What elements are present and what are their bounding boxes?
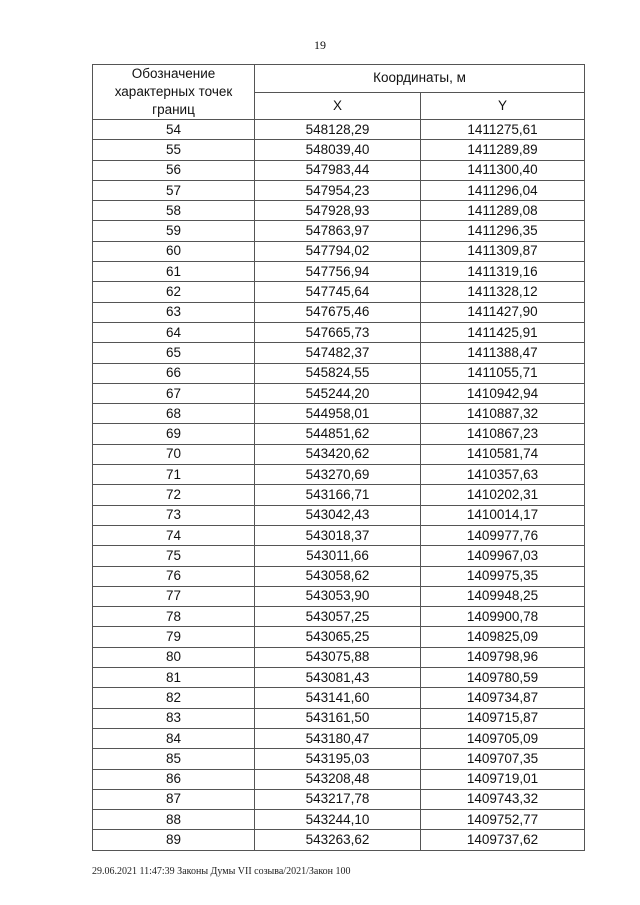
x-coordinate-cell: 543053,90: [255, 586, 421, 606]
table-row: [93, 424, 585, 444]
x-coordinate-cell: 547928,93: [255, 201, 421, 221]
x-coordinate-cell: 543075,88: [255, 647, 421, 667]
point-number-cell: 73: [93, 505, 255, 525]
point-number-cell: 68: [93, 404, 255, 424]
point-number-cell: 84: [93, 728, 255, 748]
y-coordinate-cell: 1409715,87: [421, 708, 585, 728]
table-row: [93, 830, 585, 850]
y-coordinate-cell: 1411427,90: [421, 302, 585, 322]
x-coordinate-cell: 547482,37: [255, 343, 421, 363]
table-row: [93, 525, 585, 545]
y-coordinate-cell: 1409798,96: [421, 647, 585, 667]
x-coordinate-cell: 543042,43: [255, 505, 421, 525]
x-coordinate-cell: 543057,25: [255, 607, 421, 627]
table-row: [93, 302, 585, 322]
point-number-cell: 78: [93, 607, 255, 627]
table-row: [93, 322, 585, 342]
point-number-cell: 65: [93, 343, 255, 363]
y-coordinate-cell: 1409975,35: [421, 566, 585, 586]
x-coordinate-cell: 548039,40: [255, 140, 421, 160]
point-number-cell: 88: [93, 810, 255, 830]
table-row: [93, 485, 585, 505]
y-coordinate-cell: 1411296,04: [421, 180, 585, 200]
x-coordinate-cell: 543166,71: [255, 485, 421, 505]
table-row: [93, 262, 585, 282]
point-number-cell: 61: [93, 262, 255, 282]
y-coordinate-cell: 1409743,32: [421, 789, 585, 809]
table-row: [93, 465, 585, 485]
x-coordinate-cell: 543263,62: [255, 830, 421, 850]
y-coordinate-cell: 1411300,40: [421, 160, 585, 180]
x-coordinate-cell: 543161,50: [255, 708, 421, 728]
header-x: X: [255, 92, 421, 120]
table-row: [93, 566, 585, 586]
point-number-cell: 82: [93, 688, 255, 708]
y-coordinate-cell: 1409977,76: [421, 525, 585, 545]
point-number-cell: 74: [93, 525, 255, 545]
table-row: [93, 688, 585, 708]
point-number-cell: 54: [93, 120, 255, 140]
x-coordinate-cell: 543018,37: [255, 525, 421, 545]
table-row: [93, 404, 585, 424]
x-coordinate-cell: 547745,64: [255, 282, 421, 302]
table-row: [93, 810, 585, 830]
header-y: Y: [421, 92, 585, 120]
y-coordinate-cell: 1409719,01: [421, 769, 585, 789]
x-coordinate-cell: 547794,02: [255, 241, 421, 261]
table-row: [93, 343, 585, 363]
point-number-cell: 69: [93, 424, 255, 444]
coordinates-table: [92, 64, 585, 851]
point-number-cell: 59: [93, 221, 255, 241]
x-coordinate-cell: 544851,62: [255, 424, 421, 444]
table-row: [93, 160, 585, 180]
table-row: [93, 140, 585, 160]
point-number-cell: 87: [93, 789, 255, 809]
y-coordinate-cell: 1410581,74: [421, 444, 585, 464]
table-row: [93, 607, 585, 627]
y-coordinate-cell: 1411319,16: [421, 262, 585, 282]
x-coordinate-cell: 543011,66: [255, 546, 421, 566]
x-coordinate-cell: 543180,47: [255, 728, 421, 748]
point-number-cell: 77: [93, 586, 255, 606]
y-coordinate-cell: 1410942,94: [421, 383, 585, 403]
x-coordinate-cell: 543244,10: [255, 810, 421, 830]
y-coordinate-cell: 1409707,35: [421, 749, 585, 769]
x-coordinate-cell: 548128,29: [255, 120, 421, 140]
point-number-cell: 83: [93, 708, 255, 728]
y-coordinate-cell: 1411309,87: [421, 241, 585, 261]
y-coordinate-cell: 1409737,62: [421, 830, 585, 850]
y-coordinate-cell: 1411289,89: [421, 140, 585, 160]
table-row: [93, 708, 585, 728]
y-coordinate-cell: 1410867,23: [421, 424, 585, 444]
y-coordinate-cell: 1411425,91: [421, 322, 585, 342]
table-row: [93, 789, 585, 809]
y-coordinate-cell: 1411296,35: [421, 221, 585, 241]
table-row: [93, 647, 585, 667]
point-number-cell: 67: [93, 383, 255, 403]
table-row: [93, 120, 585, 140]
point-number-cell: 70: [93, 444, 255, 464]
point-number-cell: 80: [93, 647, 255, 667]
point-number-cell: 89: [93, 830, 255, 850]
header-coordinates: Координаты, м: [255, 65, 585, 93]
point-number-cell: 76: [93, 566, 255, 586]
table-row: [93, 627, 585, 647]
point-number-cell: 58: [93, 201, 255, 221]
point-number-cell: 57: [93, 180, 255, 200]
x-coordinate-cell: 547863,97: [255, 221, 421, 241]
header-point-designation: Обозначение характерных точек границ: [93, 65, 255, 120]
table-row: [93, 769, 585, 789]
point-number-cell: 75: [93, 546, 255, 566]
point-number-cell: 62: [93, 282, 255, 302]
y-coordinate-cell: 1409734,87: [421, 688, 585, 708]
point-number-cell: 79: [93, 627, 255, 647]
page-number: 19: [314, 38, 326, 52]
x-coordinate-cell: 543270,69: [255, 465, 421, 485]
x-coordinate-cell: 543141,60: [255, 688, 421, 708]
table-row: [93, 363, 585, 383]
table-row: [93, 201, 585, 221]
x-coordinate-cell: 543081,43: [255, 668, 421, 688]
x-coordinate-cell: 547983,44: [255, 160, 421, 180]
table-row: [93, 383, 585, 403]
x-coordinate-cell: 543058,62: [255, 566, 421, 586]
y-coordinate-cell: 1409967,03: [421, 546, 585, 566]
footer-stamp: 29.06.2021 11:47:39 Законы Думы VII созыва/2021/Закон 100: [92, 866, 351, 877]
x-coordinate-cell: 547675,46: [255, 302, 421, 322]
point-number-cell: 66: [93, 363, 255, 383]
table-row: [93, 241, 585, 261]
y-coordinate-cell: 1409825,09: [421, 627, 585, 647]
y-coordinate-cell: 1411275,61: [421, 120, 585, 140]
table-row: [93, 668, 585, 688]
x-coordinate-cell: 543217,78: [255, 789, 421, 809]
table-header: [93, 65, 585, 120]
x-coordinate-cell: 545824,55: [255, 363, 421, 383]
x-coordinate-cell: 543195,03: [255, 749, 421, 769]
y-coordinate-cell: 1410357,63: [421, 465, 585, 485]
table-row: [93, 444, 585, 464]
y-coordinate-cell: 1409705,09: [421, 728, 585, 748]
y-coordinate-cell: 1410202,31: [421, 485, 585, 505]
x-coordinate-cell: 547665,73: [255, 322, 421, 342]
point-number-cell: 71: [93, 465, 255, 485]
x-coordinate-cell: 545244,20: [255, 383, 421, 403]
point-number-cell: 63: [93, 302, 255, 322]
y-coordinate-cell: 1410014,17: [421, 505, 585, 525]
y-coordinate-cell: 1409948,25: [421, 586, 585, 606]
y-coordinate-cell: 1411055,71: [421, 363, 585, 383]
table-row: [93, 221, 585, 241]
x-coordinate-cell: 543208,48: [255, 769, 421, 789]
point-number-cell: 55: [93, 140, 255, 160]
point-number-cell: 64: [93, 322, 255, 342]
table-row: [93, 282, 585, 302]
table-row: [93, 749, 585, 769]
y-coordinate-cell: 1411289,08: [421, 201, 585, 221]
y-coordinate-cell: 1411328,12: [421, 282, 585, 302]
y-coordinate-cell: 1409780,59: [421, 668, 585, 688]
point-number-cell: 81: [93, 668, 255, 688]
table-row: [93, 180, 585, 200]
table-row: [93, 728, 585, 748]
table-body: [93, 120, 585, 851]
table-row: [93, 586, 585, 606]
y-coordinate-cell: 1409900,78: [421, 607, 585, 627]
x-coordinate-cell: 543420,62: [255, 444, 421, 464]
point-number-cell: 72: [93, 485, 255, 505]
table-row: [93, 546, 585, 566]
table-row: [93, 505, 585, 525]
y-coordinate-cell: 1410887,32: [421, 404, 585, 424]
point-number-cell: 86: [93, 769, 255, 789]
point-number-cell: 85: [93, 749, 255, 769]
x-coordinate-cell: 544958,01: [255, 404, 421, 424]
y-coordinate-cell: 1411388,47: [421, 343, 585, 363]
y-coordinate-cell: 1409752,77: [421, 810, 585, 830]
x-coordinate-cell: 543065,25: [255, 627, 421, 647]
point-number-cell: 56: [93, 160, 255, 180]
x-coordinate-cell: 547954,23: [255, 180, 421, 200]
x-coordinate-cell: 547756,94: [255, 262, 421, 282]
point-number-cell: 60: [93, 241, 255, 261]
